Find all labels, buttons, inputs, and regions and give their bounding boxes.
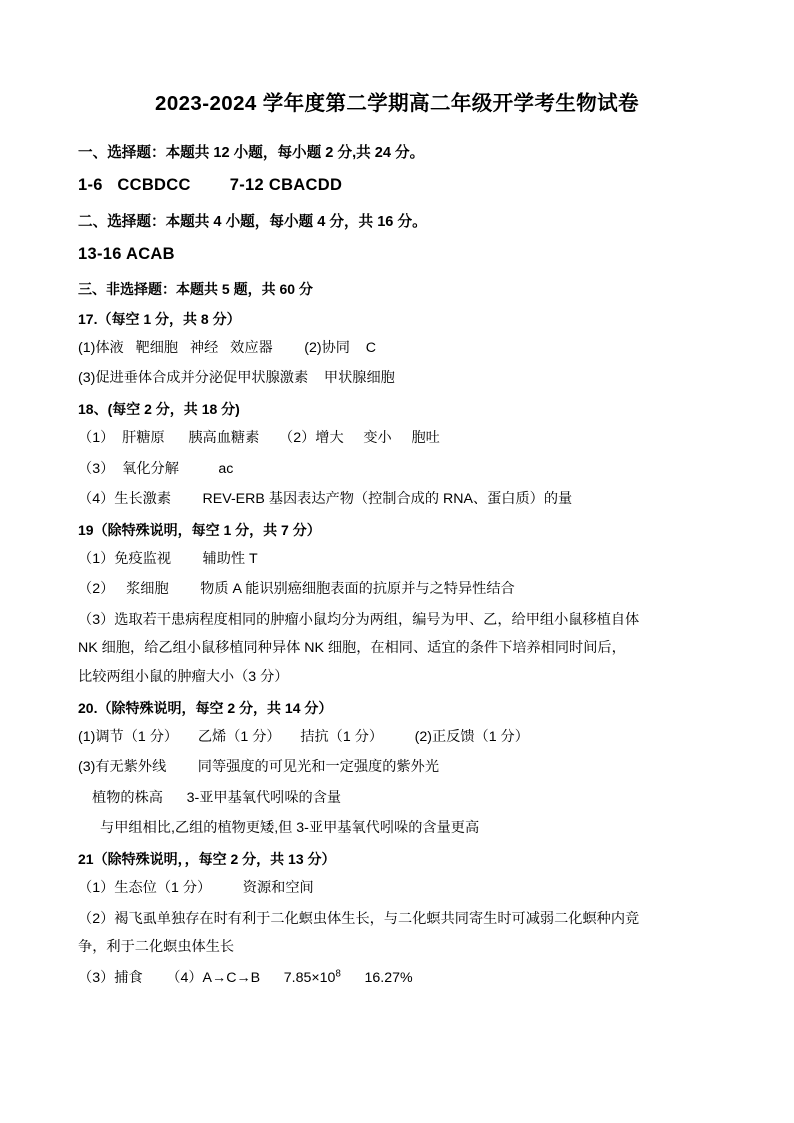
question-21-line-3: 争，利于二化螟虫体生长 <box>78 939 235 956</box>
section-1-answers: 1-6 CCBDCC 7-12 CBACDD <box>78 175 343 194</box>
question-19-line-5: 比较两组小鼠的肿瘤大小（3 分） <box>78 669 289 686</box>
question-19-line-2: （2） 浆细胞 物质 A 能识别癌细胞表面的抗原并与之特异性结合 <box>78 581 515 598</box>
question-18-heading: 18、(每空 2 分，共 18 分) <box>78 401 240 417</box>
question-21-percent: 16.27% <box>364 969 413 986</box>
section-2-heading: 二、选择题：本题共 4 小题，每小题 4 分，共 16 分。 <box>78 213 427 230</box>
question-21-line-4 <box>78 968 716 990</box>
question-18-line-1: （1） 肝糖原 胰高血糖素 （2）增大 变小 胞吐 <box>78 430 440 446</box>
question-19-line-1: （1）免疫监视 辅助性 T <box>78 550 258 567</box>
question-19-line-4: NK 细胞，给乙组小鼠移植同种异体 NK 细胞，在相同、适宜的条件下培养相同时间后， <box>78 640 626 657</box>
question-21-exponent: 8 <box>335 967 341 979</box>
question-21-heading: 21（除特殊说明，，每空 2 分，共 13 分） <box>78 850 336 867</box>
question-21-line-2: （2）褐飞虱单独存在时有利于二化螟虫体生长，与二化螟共同寄生时可减弱二化螟种内竞 <box>78 910 640 927</box>
section-2-answers: 13-16 ACAB <box>78 244 175 263</box>
question-17-line-2: (3)促进垂体合成并分泌促甲状腺激素 甲状腺细胞 <box>78 370 395 387</box>
question-20-line-3: 植物的株高 3-亚甲基氧代吲哚的含量 <box>92 789 342 806</box>
section-1-heading: 一、选择题：本题共 12 小题，每小题 2 分,共 24 分。 <box>78 144 425 161</box>
question-21-spacer <box>341 970 365 986</box>
question-20-heading: 20.（除特殊说明，每空 2 分，共 14 分） <box>78 699 333 716</box>
question-18-line-3: （4）生长激素 REV-ERB 基因表达产物（控制合成的 RNA、蛋白质）的量 <box>78 491 573 508</box>
question-19-heading: 19（除特殊说明，每空 1 分，共 7 分） <box>78 521 321 538</box>
question-17-heading: 17.（每空 1 分，共 8 分） <box>78 310 241 327</box>
question-21-answer-text: （3）捕食 （4）A→C→B 7.85×10 <box>78 969 336 986</box>
question-20-line-1: (1)调节（1 分） 乙烯（1 分） 拮抗（1 分） (2)正反馈（1 分） <box>78 728 529 745</box>
question-19-line-3: （3）选取若干患病程度相同的肿瘤小鼠均分为两组，编号为甲、乙，给甲组小鼠移植自体 <box>78 611 640 628</box>
question-20-line-2: (3)有无紫外线 同等强度的可见光和一定强度的紫外光 <box>78 759 440 776</box>
question-21-line-1: （1）生态位（1 分） 资源和空间 <box>78 879 314 896</box>
question-18-line-2: （3） 氧化分解 ac <box>78 460 234 477</box>
question-17-line-1: (1)体液 靶细胞 神经 效应器 (2)协同 C <box>78 339 376 356</box>
question-20-line-4: 与甲组相比,乙组的植物更矮,但 3-亚甲基氧代吲哚的含量更高 <box>100 820 480 837</box>
page-title: 2023-2024 学年度第二学期高二年级开学考生物试卷 <box>155 92 639 115</box>
section-3-heading: 三、非选择题：本题共 5 题，共 60 分 <box>78 280 313 297</box>
